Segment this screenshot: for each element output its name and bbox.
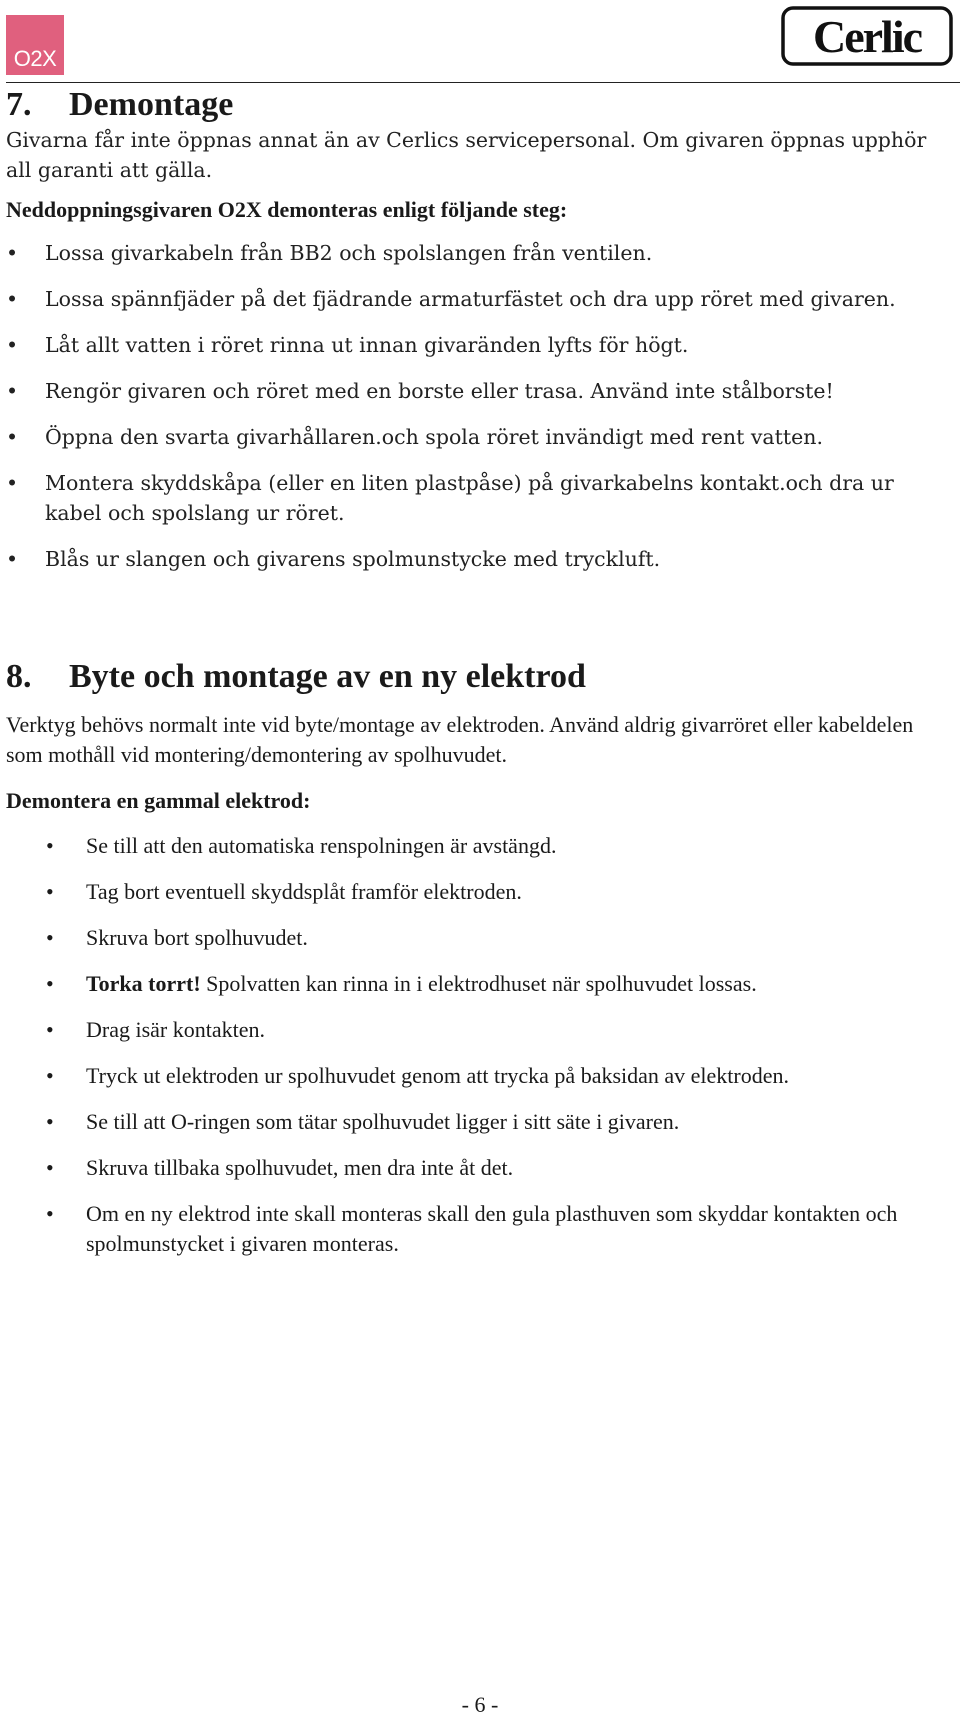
section-7-number: 7. (6, 86, 32, 123)
section-8-steps-heading: Demontera en gammal elektrod: (6, 788, 311, 813)
list-item-text: Lossa spännfjäder på det fjädrande armaturfästet och dra upp röret med givaren. (45, 287, 896, 311)
bullet-icon: • (46, 1017, 54, 1042)
section-8-number: 8. (6, 658, 32, 695)
list-item (0, 238, 945, 268)
list-item-text: Rengör givaren och röret med en borste eller trasa. Använd inte stålborste! (45, 379, 834, 403)
bullet-icon: • (46, 1063, 54, 1088)
bullet-icon: • (46, 833, 54, 858)
section-8-intro: Verktyg behövs normalt inte vid byte/montage av elektroden. Använd aldrig givarröret eller kabeldelen som mothåll vid montering/demontering av spolhuvudet. (6, 712, 914, 767)
list-item (0, 330, 945, 360)
header-divider (6, 82, 960, 83)
list-item (0, 468, 945, 528)
list-item (0, 831, 946, 861)
list-item-text: Lossa givarkabeln från BB2 och spolslangen från ventilen. (45, 241, 653, 265)
bullet-icon: • (6, 425, 19, 449)
list-item-text: Drag isär kontakten. (86, 1017, 265, 1042)
bullet-icon: • (6, 333, 19, 357)
list-item-text: Montera skyddskåpa (eller en liten plastpåse) på givarkabelns kontakt.och dra ur kabel och spolslang ur röret. (45, 471, 894, 525)
section-7-intro: Givarna får inte öppnas annat än av Cerlics servicepersonal. Om givaren öppnas upphör all garanti att gälla. (6, 128, 927, 182)
cerlic-logo (781, 4, 953, 68)
bullet-icon: • (6, 471, 19, 495)
bullet-icon: • (46, 1201, 54, 1226)
bullet-icon: • (46, 879, 54, 904)
bullet-icon: • (6, 287, 19, 311)
list-item (0, 1061, 946, 1091)
list-item-text: Skruva tillbaka spolhuvudet, men dra inte åt det. (86, 1155, 514, 1180)
section-7-steps-list (0, 238, 960, 590)
section-8-title: Byte och montage av en ny elektrod (69, 658, 586, 695)
list-item (0, 544, 945, 574)
list-item-text: Låt allt vatten i röret rinna ut innan givaränden lyfts för högt. (45, 333, 689, 357)
bullet-icon: • (46, 1155, 54, 1180)
list-item-text: Skruva bort spolhuvudet. (86, 925, 308, 950)
list-item (0, 1015, 946, 1045)
section-8-steps-list (0, 831, 960, 1275)
cerlic-logo-text: Cerlic (812, 11, 922, 62)
list-item (0, 969, 946, 999)
section-7-heading (6, 88, 233, 122)
list-item (0, 923, 946, 953)
list-item-text: Se till att O-ringen som tätar spolhuvudet ligger i sitt säte i givaren. (86, 1109, 680, 1134)
list-item-text: Öppna den svarta givarhållaren.och spola röret invändigt med rent vatten. (45, 425, 823, 449)
o2x-logo (6, 15, 64, 75)
list-item-text: Tryck ut elektroden ur spolhuvudet genom att trycka på baksidan av elektroden. (86, 1063, 790, 1088)
bullet-icon: • (46, 1109, 54, 1134)
list-item (0, 1199, 946, 1259)
list-item-text: Spolvatten kan rinna in i elektrodhuset när spolhuvudet lossas. (200, 971, 757, 996)
list-item (0, 376, 945, 406)
bullet-icon: • (46, 925, 54, 950)
bullet-icon: • (6, 241, 19, 265)
list-item-text: Om en ny elektrod inte skall monteras skall den gula plasthuven som skyddar kontakten och spolmunstycket i givaren monteras. (86, 1201, 898, 1256)
section-8-heading (6, 660, 586, 694)
list-item-bold: Torka torrt! (86, 971, 201, 996)
section-7-title: Demontage (69, 86, 234, 123)
list-item-text: Se till att den automatiska renspolningen är avstängd. (86, 833, 557, 858)
list-item (0, 1153, 946, 1183)
page-number: - 6 - (461, 1692, 499, 1717)
list-item-text: Blås ur slangen och givarens spolmunstycke med tryckluft. (45, 547, 661, 571)
bullet-icon: • (6, 379, 19, 403)
bullet-icon: • (46, 971, 54, 996)
list-item-text: Tag bort eventuell skyddsplåt framför elektroden. (86, 879, 522, 904)
bullet-icon: • (6, 547, 19, 571)
list-item (0, 284, 945, 314)
list-item (0, 422, 945, 452)
o2x-logo-text: O2X (13, 46, 57, 71)
list-item (0, 877, 946, 907)
section-7-steps-heading: Neddoppningsgivaren O2X demonteras enligt följande steg: (6, 197, 568, 222)
list-item (0, 1107, 946, 1137)
